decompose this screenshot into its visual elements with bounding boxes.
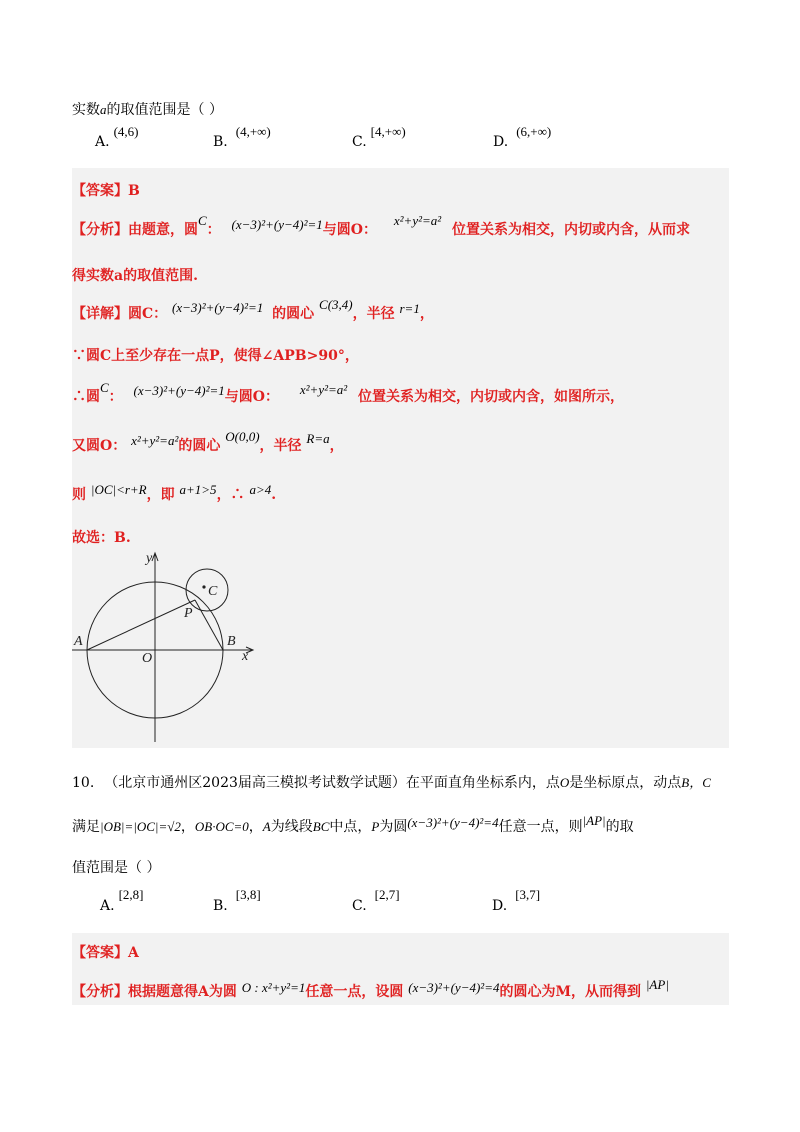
q10-option-d: D.[3,7] bbox=[492, 887, 541, 914]
q9-option-c: C.[4,+∞) bbox=[352, 124, 406, 150]
label-a: A bbox=[74, 634, 83, 649]
center-c-dot bbox=[202, 585, 205, 588]
q10-line1: 10. （北京市通州区2023届高三模拟考试数学试题）在平面直角坐标系内，点O是坐标原点，动点B，C bbox=[72, 775, 711, 791]
q9-option-a: A.(4,6) bbox=[95, 124, 139, 150]
q10-line3: 值范围是（ ） bbox=[72, 860, 161, 876]
answer-9: 【答案】B bbox=[72, 183, 140, 199]
label-b: B bbox=[227, 634, 236, 649]
answer-10: 【答案】A bbox=[72, 945, 139, 961]
label-y: y bbox=[146, 551, 153, 566]
analysis-10-line1: 【分析】根据题意得A为圆 O : x²+y²=1任意一点，设圆 (x−3)²+(y−4)²=4的圆心为M，从而得到 |AP| bbox=[72, 977, 669, 1000]
label-o: O bbox=[142, 651, 153, 666]
detail-9-conclusion: 故选：B. bbox=[72, 530, 131, 546]
q9-stem: 实数a的取值范围是（ ） bbox=[72, 102, 223, 118]
segment-ap bbox=[87, 600, 195, 650]
q9-option-b: B.(4,+∞) bbox=[213, 124, 271, 150]
q9-option-d: D.(6,+∞) bbox=[493, 124, 552, 150]
detail-9-line5: 则 |OC|<r+R，即 a+1>5，∴ a>4. bbox=[72, 482, 277, 503]
geometry-figure bbox=[72, 550, 272, 745]
q10-line2: 满足|OB|=|OC|=√2，OB·OC=0，A为线段BC中点，P为圆(x−3)²+(y−4)²=4任意一点，则|AP|的取 bbox=[72, 813, 634, 835]
detail-9-line2: ∵圆C上至少存在一点P，使得∠APB>90°， bbox=[72, 348, 359, 364]
label-c: C bbox=[208, 584, 218, 599]
analysis-9-line2: 得实数a的取值范围. bbox=[72, 268, 198, 284]
label-p: P bbox=[184, 606, 193, 621]
analysis-9-line1: 【分析】由题意，圆C： (x−3)²+(y−4)²=1与圆O： x²+y²=a² 位置关系为相交，内切或内含，从而求 bbox=[72, 213, 691, 238]
label-x: x bbox=[242, 649, 249, 664]
q10-option-b: B.[3,8] bbox=[213, 887, 261, 914]
q10-option-c: C.[2,7] bbox=[352, 887, 400, 914]
detail-9-line1: 【详解】圆C： (x−3)²+(y−4)²=1 的圆心 C(3,4)，半径 r=1， bbox=[72, 297, 434, 322]
detail-9-line3: ∴圆C： (x−3)²+(y−4)²=1与圆O： x²+y²=a² 位置关系为相交，内切或内含，如图所示， bbox=[72, 380, 625, 405]
q10-option-a: A.[2,8] bbox=[100, 887, 144, 914]
circle-c bbox=[186, 569, 228, 611]
detail-9-line4: 又圆O： x²+y²=a²的圆心 O(0,0)，半径 R=a， bbox=[72, 429, 344, 454]
